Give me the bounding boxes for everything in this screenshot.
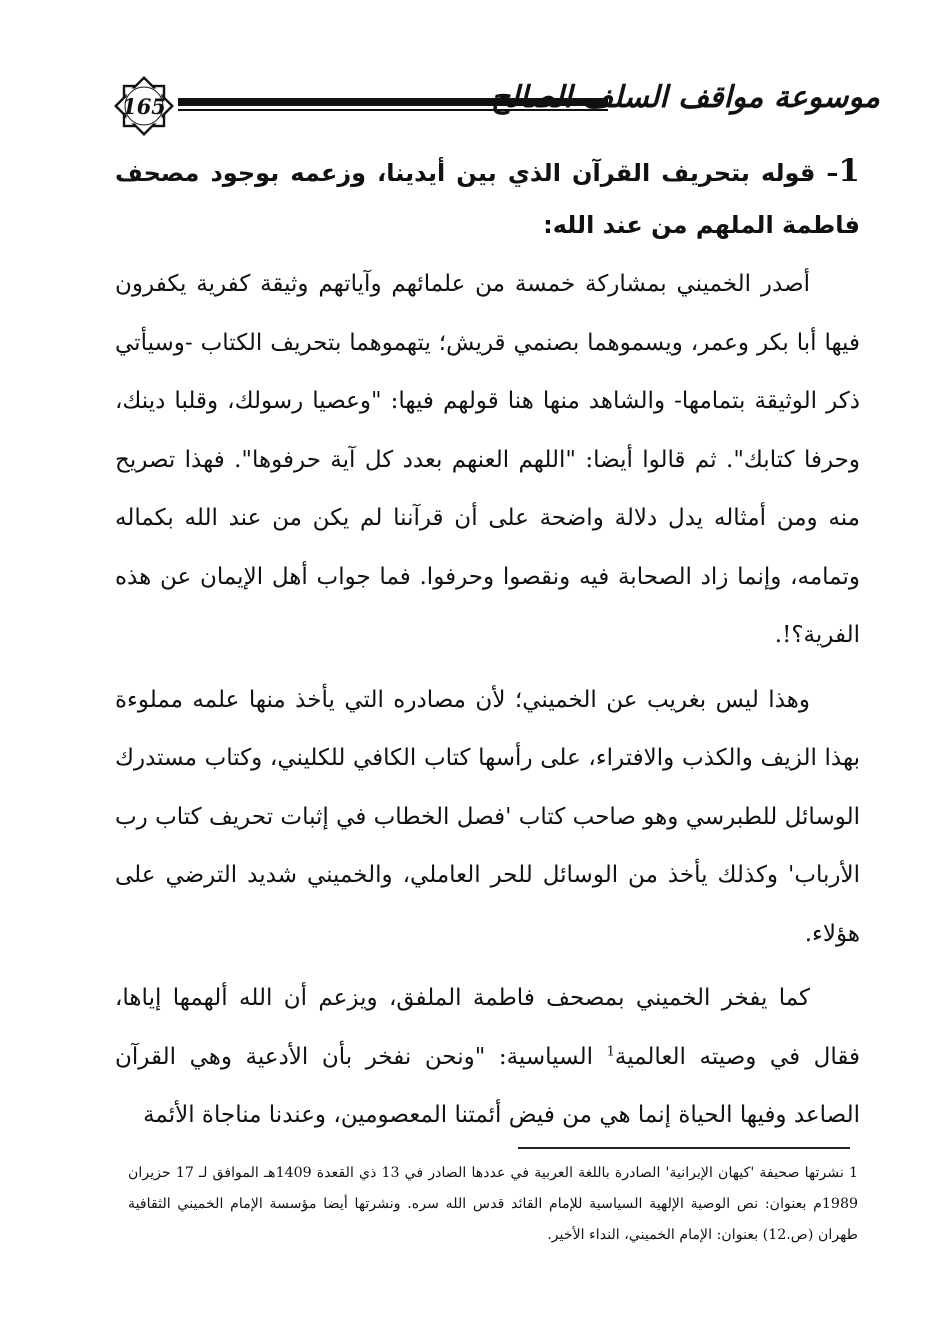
paragraph-3-before: كما يفخر الخميني بمصحف فاطمة الملفق، ويزعم أن الله ألهمها إياها، فقال في وصيته العالمية [115, 985, 860, 1070]
body-paragraph-3 [115, 969, 860, 1145]
body-paragraph-2: وهذا ليس بغريب عن الخميني؛ لأن مصادره التي يأخذ منها علمه مملوءة بهذا الزيف والكذب والافتراء، على رأسها كتاب الكافي للكليني، وكتاب مستدرك الوسائل للطبرسي وهو صاحب كتاب 'فصل الخطاب في إثبات تحريف كتاب رب الأرباب' وكذلك يأخذ من الوسائل للحر العاملي، والخميني شديد الترضي على هؤلاء. [115, 686, 860, 947]
page-number-badge [112, 74, 176, 138]
footnote-divider [518, 1147, 850, 1149]
page-body [115, 145, 860, 1145]
section-number: 1 [838, 153, 860, 189]
footnote-ref: 1 [606, 1043, 615, 1059]
page-number: 165 [122, 93, 166, 119]
series-title: موسوعة مواقف السلف الصالح [490, 80, 880, 115]
section-heading-text: – قوله بتحريف القرآن الذي بين أيدينا، وزعمه بوجود مصحف فاطمة الملهم من عند الله: [115, 159, 860, 239]
body-paragraph-1: أصدر الخميني بمشاركة خمسة من علمائهم وآياتهم وثيقة كفرية يكفرون فيها أبا بكر وعمر، ويسموهما بصنمي قريش؛ يتهموهما بتحريف الكتاب -وسيأتي ذكر الوثيقة بتمامها- والشاهد منها هنا قولهم فيها: "وعصيا رسولك، وقلبا دينك، وحرفا كتابك". ثم قالوا أيضا: "اللهم العنهم بعدد كل آية حرفوها". فهذا تصريح منه ومن أمثاله يدل دلالة واضحة على أن قرآننا لم يكن من عند الله بكماله وتمامه، وإنما زاد الصحابة فيه ونقصوا وحرفوا. فما جواب أهل الإيمان عن هذه الفرية؟!. [115, 271, 860, 648]
section-heading [115, 145, 860, 251]
page-header [100, 68, 880, 148]
paragraph-3-after: السياسية: "ونحن نفخر بأن الأدعية وهي القرآن الصاعد وفيها الحياة إنما هي من فيض أئمتنا المعصومين، وعندنا مناجاة الأئمة [115, 1043, 860, 1128]
footnote: 1 نشرتها صحيفة 'كيهان الإيرانية' الصادرة باللغة العربية في عددها الصادر في 13 ذي القعدة 1409هـ الموافق لـ 17 حزيران 1989م بعنوان: نص الوصية الإلهية السياسية للإمام القائد قدس الله سره. ونشرتها أيضا مؤسسة الإمام الخميني الثقافية طهران (ص.12) بعنوان: الإمام الخميني، النداء الأخير. [128, 1165, 859, 1243]
